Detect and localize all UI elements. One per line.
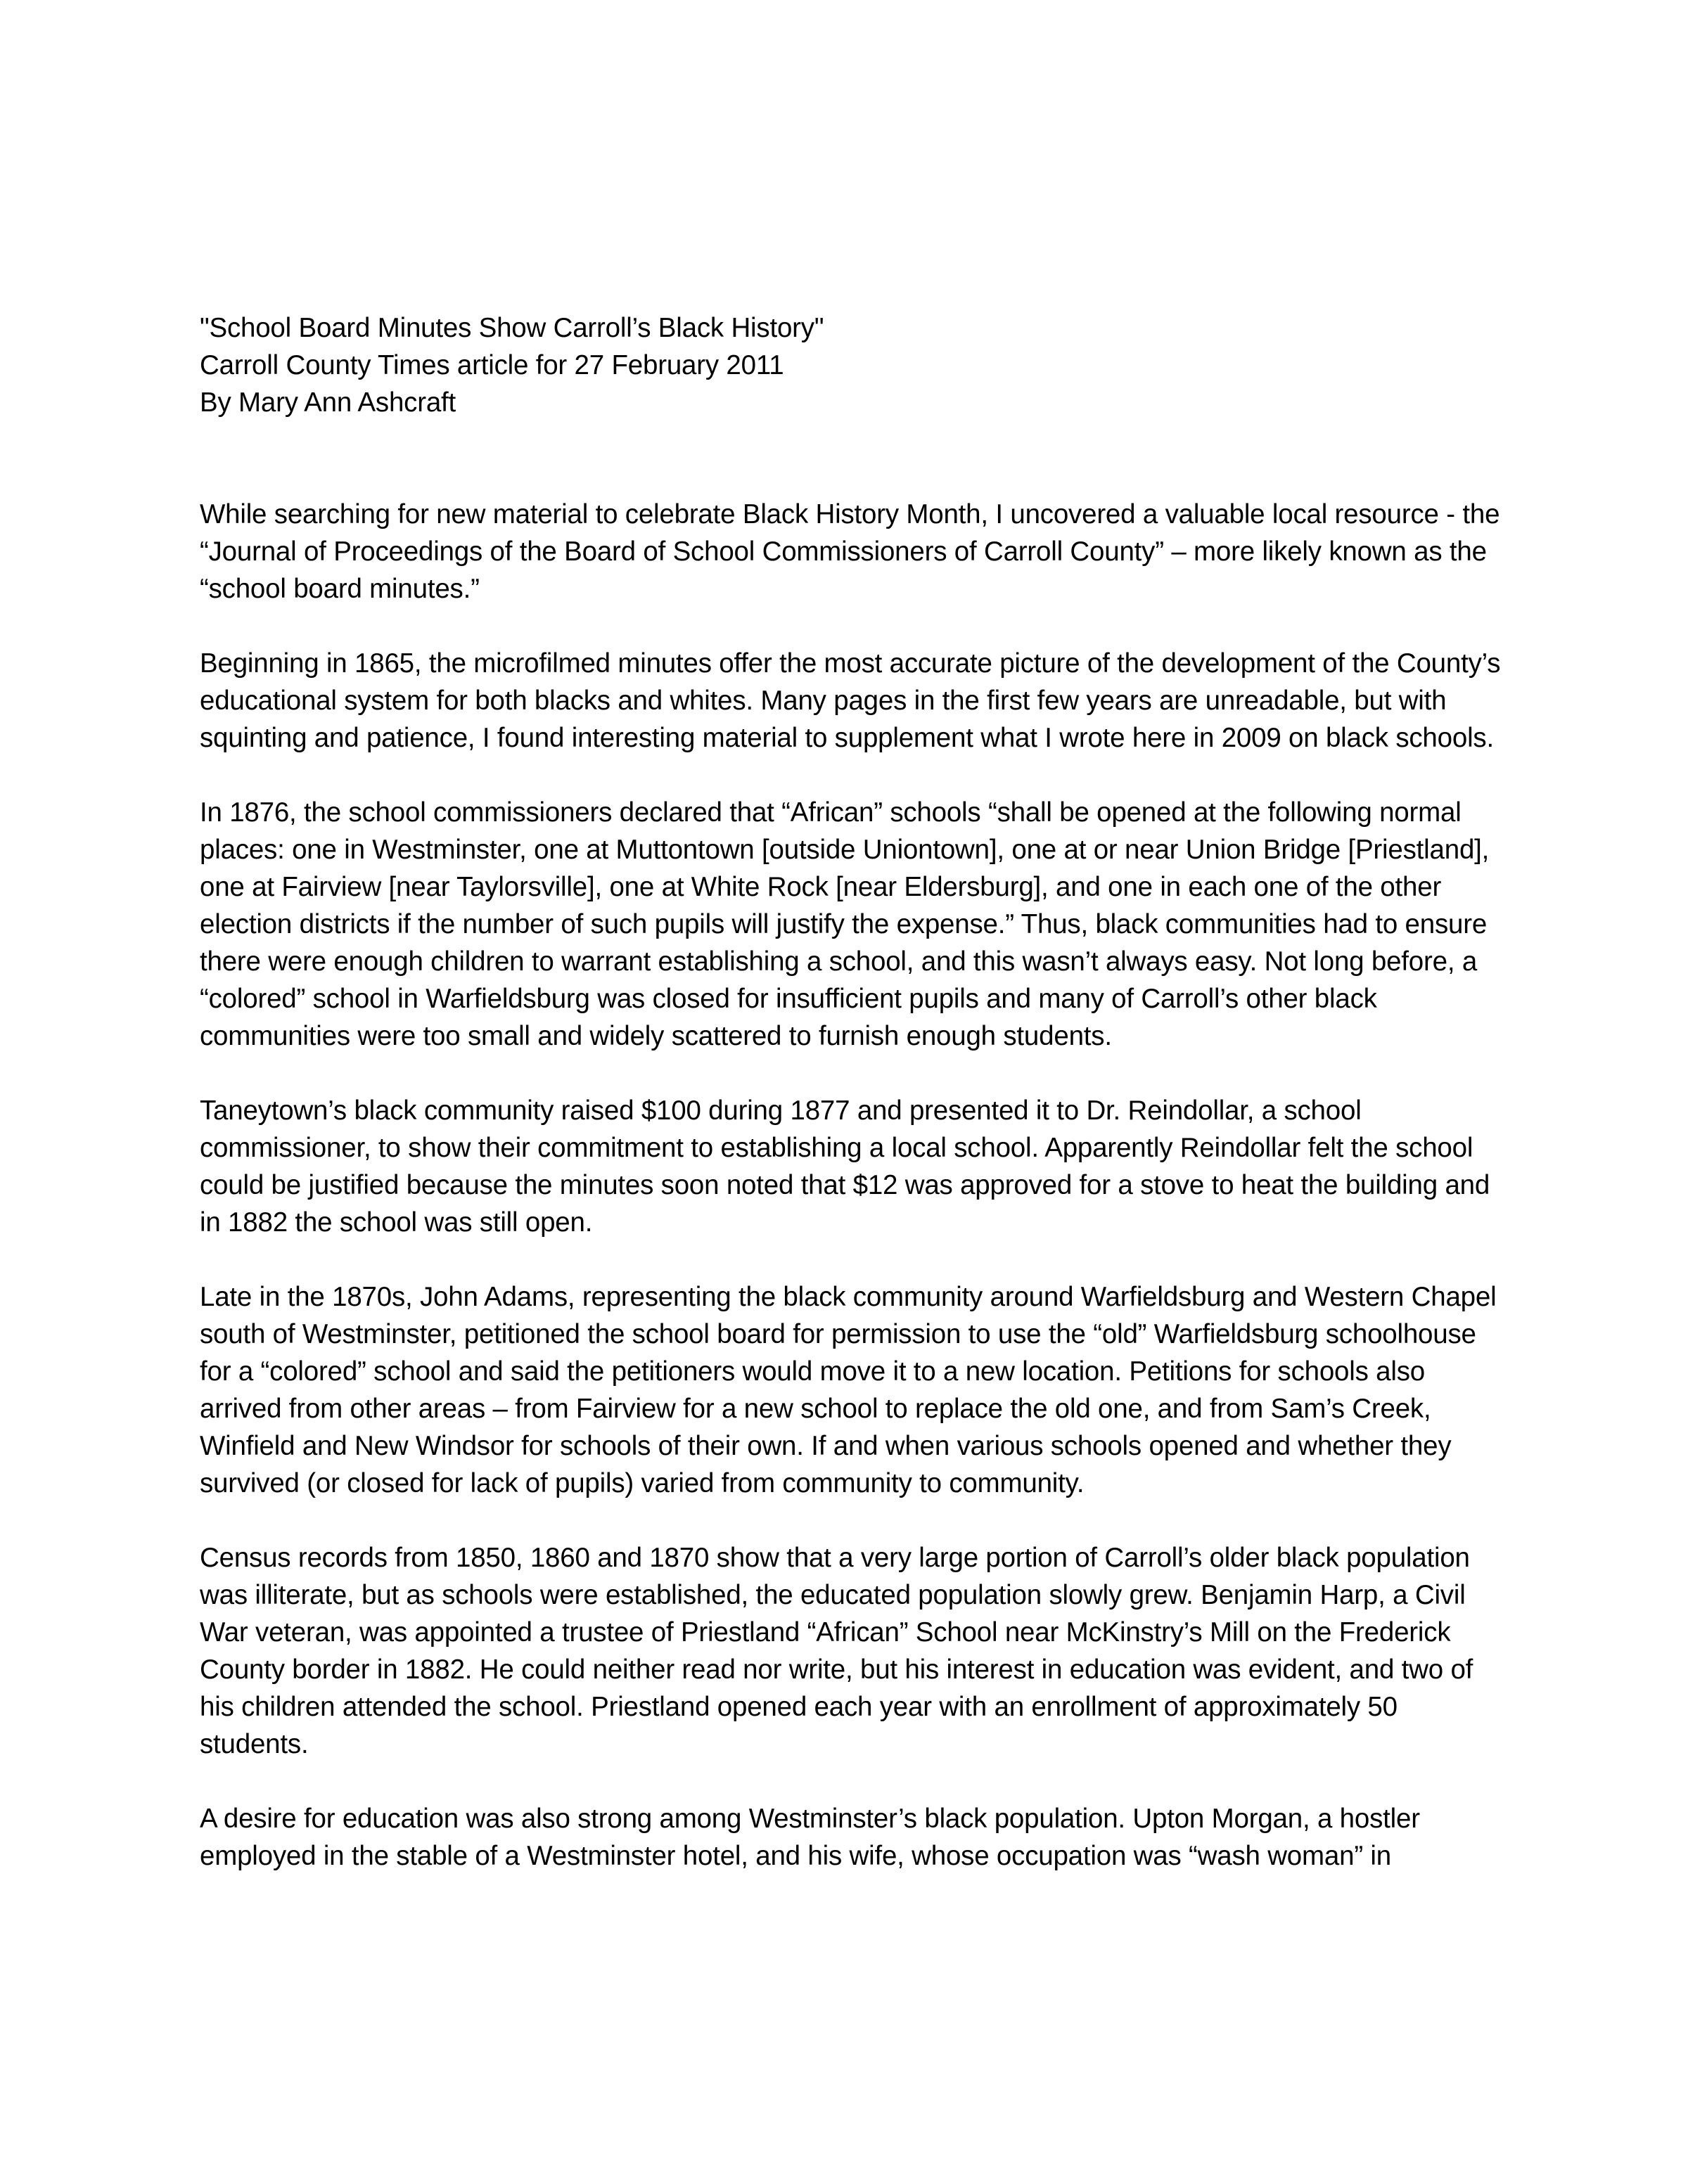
article-body xyxy=(200,309,1502,1875)
byline: By Mary Ann Ashcraft xyxy=(200,387,456,418)
paragraph: While searching for new material to celebrate Black History Month, I uncovered a valuable local resource - the “Journal of Proceedings of the Board of School Commissioners of Carroll County” – more likely known as the “school board minutes.” xyxy=(200,499,1500,604)
paragraph: Beginning in 1865, the microfilmed minutes offer the most accurate picture of the development of the County’s educational system for both blacks and whites. Many pages in the first few years are unreadable, but with squinting and patience, I found interesting material to supplement what I wrote here in 2009 on black schools. xyxy=(200,648,1501,753)
article-header xyxy=(200,309,1502,421)
paragraph: Late in the 1870s, John Adams, representing the black community around Warfieldsburg and Western Chapel south of Westminster, petitioned the school board for permission to use the “old” Warfieldsburg schoolhouse for a “colored” school and said the petitioners would move it to a new location. Petitions for schools also arrived from other areas – from Fairview for a new school to replace the old one, and from Sam’s Creek, Winfield and New Windsor for schools of their own. If and when various schools opened and whether they survived (or closed for lack of pupils) varied from community to community. xyxy=(200,1282,1497,1498)
paragraph: A desire for education was also strong among Westminster’s black population. Upton Morgan, a hostler employed in the stable of a Westminster hotel, and his wife, whose occupation was “wash woman” in xyxy=(200,1804,1420,1871)
paragraph: Taneytown’s black community raised $100 during 1877 and presented it to Dr. Reindollar, a school commissioner, to show their commitment to establishing a local school. Apparently Reindollar felt the school could be justified because the minutes soon noted that $12 was approved for a stove to heat the building and in 1882 the school was still open. xyxy=(200,1096,1490,1238)
article-title: "School Board Minutes Show Carroll’s Black History" xyxy=(200,313,824,343)
paragraph: In 1876, the school commissioners declared that “African” schools “shall be opened at the following normal places: one in Westminster, one at Muttontown [outside Uniontown], one at or near Union Bridge [Priestland], one at Fairview [near Taylorsville], one at White Rock [near Eldersburg], and one in each one of the other election districts if the number of such pupils will justify the expense.” Thus, black communities had to ensure there were enough children to warrant establishing a school, and this wasn’t always easy. Not long before, a “colored” school in Warfieldsburg was closed for insufficient pupils and many of Carroll’s other black communities were too small and widely scattered to furnish enough students. xyxy=(200,797,1490,1051)
paragraph: Census records from 1850, 1860 and 1870 show that a very large portion of Carroll’s older black population was illiterate, but as schools were established, the educated population slowly grew. Benjamin Harp, a Civil War veteran, was appointed a trustee of Priestland “African” School near McKinstry’s Mill on the Frederick County border in 1882. He could neither read nor write, but his interest in education was evident, and two of his children attended the school. Priestland opened each year with an enrollment of approximately 50 students. xyxy=(200,1543,1473,1759)
publication-line: Carroll County Times article for 27 February 2011 xyxy=(200,350,784,380)
